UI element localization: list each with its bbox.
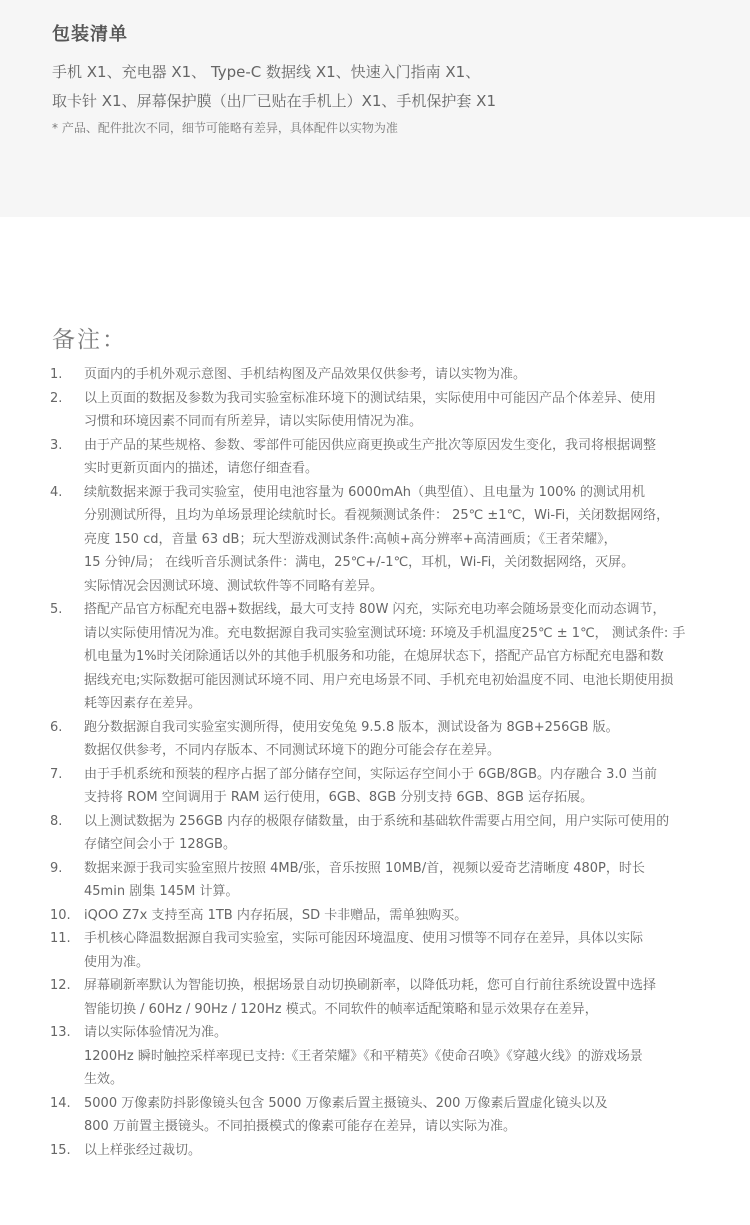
note-text-line: 45min 剧集 145M 计算。 xyxy=(84,884,239,899)
note-item xyxy=(50,716,725,763)
note-text-line: 由于手机系统和预装的程序占据了部分储存空间，实际运存空间小于 6GB/8GB。内存融合 3.0 当前 xyxy=(84,766,657,782)
note-text-line: 数据来源于我司实验室照片按照 4MB/张，音乐按照 10MB/首，视频以爱奇艺清晰度 480P，时长 xyxy=(84,860,645,876)
note-item xyxy=(50,904,725,928)
note-text-line: 15 分钟/局； 在线听音乐测试条件：满电，25℃+/-1℃，耳机，Wi-Fi，关闭数据网络，灭屏。 xyxy=(84,555,635,570)
note-text-line: 页面内的手机外观示意图、手机结构图及产品效果仅供参考，请以实物为准。 xyxy=(84,367,527,382)
note-item xyxy=(50,434,725,481)
note-number: 10. xyxy=(50,907,71,923)
note-text-line: 亮度 150 cd，音量 63 dB；玩大型游戏测试条件:高帧+高分辨率+高清画质；《王者荣耀》， xyxy=(84,531,617,547)
note-text-line: 存储空间会小于 128GB。 xyxy=(84,837,236,852)
note-item xyxy=(50,927,725,974)
note-item xyxy=(50,810,725,857)
note-text-line: 手机核心降温数据源自我司实验室，实际可能因环境温度、使用习惯等不同存在差异，具体以实际 xyxy=(84,931,644,946)
note-item xyxy=(50,1021,725,1092)
note-number: 9. xyxy=(50,860,63,876)
note-item xyxy=(50,857,725,904)
note-text-line: 耗等因素存在差异。 xyxy=(84,696,202,711)
note-text xyxy=(84,598,725,716)
note-text-line: 请以实际体验情况为准。 xyxy=(84,1025,228,1040)
note-item xyxy=(50,1139,725,1163)
note-text xyxy=(84,434,725,481)
note-text-line: 800 万前置主摄镜头。不同拍摄模式的像素可能存在差异，请以实际为准。 xyxy=(84,1119,516,1134)
note-text-line: 以上页面的数据及参数为我司实验室标准环境下的测试结果，实际使用中可能因产品个体差异、使用 xyxy=(84,390,657,406)
note-item xyxy=(50,974,725,1021)
note-text xyxy=(84,716,725,763)
note-item xyxy=(50,598,725,716)
note-text-line: 智能切换 / 60Hz / 90Hz / 120Hz 模式。不同软件的帧率适配策略和显示效果存在差异， xyxy=(84,1001,598,1017)
note-text-line: 以上样张经过裁切。 xyxy=(84,1142,202,1158)
note-text-line: 由于产品的某些规格、参数、零部件可能因供应商更换或生产批次等原因发生变化，我司将根据调整 xyxy=(84,437,657,453)
note-text xyxy=(84,1139,725,1163)
note-number: 7. xyxy=(50,766,63,782)
note-number: 6. xyxy=(50,719,63,735)
note-number: 1. xyxy=(50,367,63,382)
note-text-line: 使用为准。 xyxy=(84,954,150,970)
note-number: 12. xyxy=(50,978,71,993)
notes-title: 备注： xyxy=(52,327,127,354)
note-text xyxy=(84,810,725,857)
note-text-line: 分别测试所得，且均为单场景理论续航时长。看视频测试条件： 25℃ ±1℃，Wi-Fi，关闭数据网络， xyxy=(84,508,670,523)
note-item xyxy=(50,387,725,434)
note-number: 14. xyxy=(50,1095,71,1111)
note-text-line: 实时更新页面内的描述，请您仔细查看。 xyxy=(84,461,319,476)
note-text xyxy=(84,363,725,387)
package-list-section xyxy=(0,0,750,217)
note-item xyxy=(50,481,725,599)
note-item xyxy=(50,363,725,387)
note-text xyxy=(84,1092,725,1139)
note-number: 5. xyxy=(50,602,63,617)
note-text xyxy=(84,763,725,810)
package-contents-line-1: 手机 X1、充电器 X1、 Type-C 数据线 X1、快速入门指南 X1、 xyxy=(52,63,481,81)
note-text xyxy=(84,904,725,928)
note-text-line: 习惯和环境因素不同而有所差异，请以实际使用情况为准。 xyxy=(84,414,423,429)
note-text-line: 数据仅供参考，不同内存版本、不同测试环境下的跑分可能会存在差异。 xyxy=(84,743,501,758)
note-text-line: 搭配产品官方标配充电器+数据线，最大可支持 80W 闪充，实际充电功率会随场景变化而动态调节， xyxy=(84,602,666,617)
note-text-line: 1200Hz 瞬时触控采样率现已支持:《王者荣耀》《和平精英》《使命召唤》《穿越火线》的游戏场景 xyxy=(84,1048,643,1064)
note-number: 3. xyxy=(50,437,63,453)
note-text-line: 屏幕刷新率默认为智能切换，根据场景自动切换刷新率，以降低功耗，您可自行前往系统设置中选择 xyxy=(84,978,657,993)
note-text-line: 以上测试数据为 256GB 内存的极限存储数量，由于系统和基础软件需要占用空间，用户实际可使用的 xyxy=(84,813,670,829)
note-number: 4. xyxy=(50,484,63,500)
note-text xyxy=(84,927,725,974)
note-text-line: 支持将 ROM 空间调用于 RAM 运行使用，6GB、8GB 分别支持 6GB、8GB 运存拓展。 xyxy=(84,790,594,805)
note-item xyxy=(50,763,725,810)
note-text-line: 5000 万像素防抖影像镜头包含 5000 万像素后置主摄镜头、200 万像素后置虚化镜头以及 xyxy=(84,1095,608,1111)
note-text xyxy=(84,1021,725,1092)
note-text xyxy=(84,387,725,434)
note-item xyxy=(50,1092,725,1139)
note-text xyxy=(84,481,725,599)
note-text-line: 请以实际使用情况为准。充电数据源自我司实验室测试环境: 环境及手机温度25℃ ± 1℃， 测试条件: 手 xyxy=(84,625,686,641)
package-list-title: 包装清单 xyxy=(52,24,128,45)
note-text-line: 续航数据来源于我司实验室，使用电池容量为 6000mAh（典型值）、且电量为 100% 的测试用机 xyxy=(84,484,645,500)
package-contents-line-2: 取卡针 X1、屏幕保护膜（出厂已贴在手机上）X1、手机保护套 X1 xyxy=(52,92,496,110)
note-text-line: 据线充电;实际数据可能因测试环境不同、用户充电场景不同、手机充电初始温度不同、电池长期使用损 xyxy=(84,672,674,688)
note-text-line: 生效。 xyxy=(84,1072,124,1087)
note-text-line: 实际情况会因测试环境、测试软件等不同略有差异。 xyxy=(84,578,384,594)
note-text-line: iQOO Z7x 支持至高 1TB 内存拓展，SD 卡非赠品，需单独购买。 xyxy=(84,907,468,923)
note-text xyxy=(84,974,725,1021)
note-text xyxy=(84,857,725,904)
note-number: 15. xyxy=(50,1142,71,1158)
note-text-line: 机电量为1%时关闭除通话以外的其他手机服务和功能，在熄屏状态下，搭配产品官方标配充电器和数 xyxy=(84,649,664,664)
notes-list xyxy=(50,363,725,1162)
note-number: 8. xyxy=(50,813,63,829)
package-disclaimer: * 产品、配件批次不同，细节可能略有差异，具体配件以实物为准 xyxy=(52,121,398,135)
note-number: 11. xyxy=(50,931,71,946)
note-number: 2. xyxy=(50,390,63,406)
note-number: 13. xyxy=(50,1025,71,1040)
note-text-line: 跑分数据源自我司实验室实测所得，使用安兔兔 9.5.8 版本，测试设备为 8GB+256GB 版。 xyxy=(84,719,619,735)
